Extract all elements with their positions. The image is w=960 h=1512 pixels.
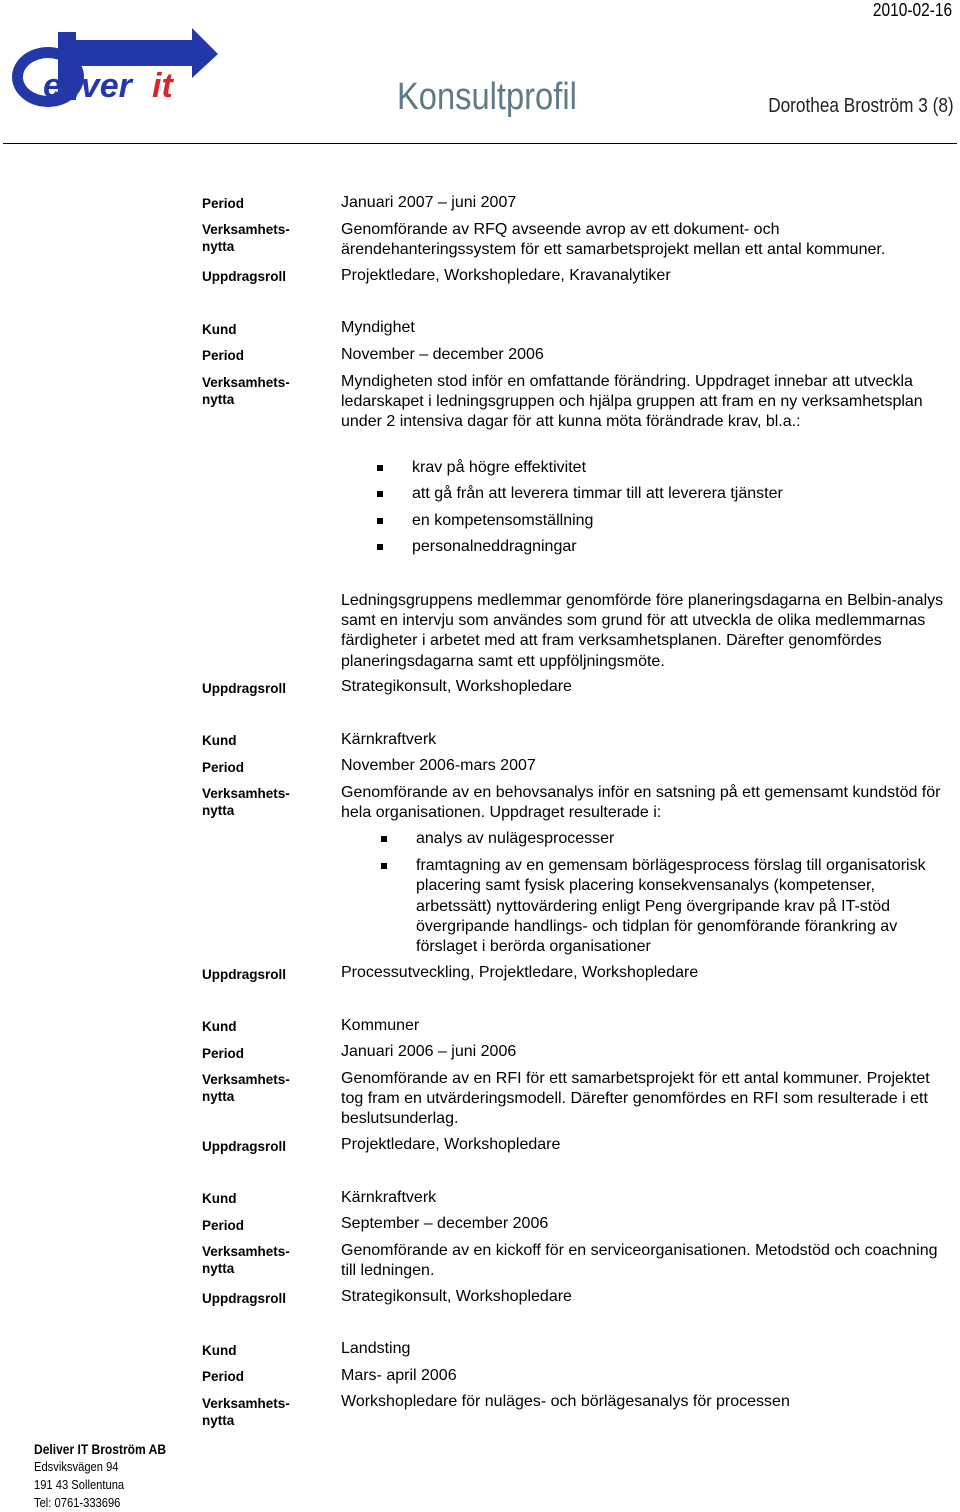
period-label: Period	[202, 348, 245, 363]
kund-value: Myndighet	[341, 319, 415, 336]
roll-value: Strategikonsult, Workshopledare	[341, 1288, 572, 1305]
period-label: Period	[202, 760, 245, 775]
bullet-list	[377, 458, 937, 563]
list-item: personalneddragningar	[377, 537, 937, 563]
list-item: en kompetensomställning	[377, 511, 937, 537]
street-address: Edsviksvägen 94	[34, 1459, 119, 1474]
period-value: Mars- april 2006	[341, 1367, 457, 1384]
list-item: framtagning av en gemensam börlägesprocess förslag till organisatorisk placering samt fysisk placering konsekvensanalys (kompetenser, arbetssätt) nyttovärdering enligt Peng övergripande krav på IT-stöd övergripande handlings- och tidplan för genomförande förankring av förslaget i berörda organisationer	[381, 856, 941, 957]
nytta-value: Genomförande av en kickoff för en serviceorganisationen. Metodstöd och coachning till ledningen.	[341, 1242, 938, 1280]
nytta-label: Verksamhets- nytta	[202, 375, 290, 407]
roll-value: Projektledare, Workshopledare	[341, 1136, 561, 1153]
bullet-square-icon	[377, 544, 383, 550]
phone-number: Tel: 0761-333696	[34, 1495, 121, 1510]
period-label: Period	[202, 1046, 245, 1061]
svg-text:it: it	[152, 67, 173, 105]
roll-value: Strategikonsult, Workshopledare	[341, 678, 572, 695]
nytta-value: Genomförande av RFQ avseende avrop av ett dokument- och ärendehanteringssystem för ett samarbetsprojekt mellan ett antal kommuner.	[341, 221, 886, 259]
period-value: Januari 2006 – juni 2006	[341, 1043, 517, 1060]
nytta-value: Genomförande av en RFI för ett samarbetsprojekt för ett antal kommuner. Projektet tog fram en utvärderingsmodell. Därefter genomfördes en RFI som resulterade i ett beslutsunderlag.	[341, 1070, 930, 1128]
list-item: att gå från att leverera timmar till att leverera tjänster	[377, 484, 937, 510]
kund-value: Kärnkraftverk	[341, 1189, 437, 1206]
header-divider	[3, 143, 957, 144]
kund-label: Kund	[202, 733, 237, 748]
period-value: November – december 2006	[341, 346, 544, 363]
company-name: Deliver IT Broström AB	[34, 1441, 167, 1457]
bullet-square-icon	[377, 518, 383, 524]
roll-label: Uppdragsroll	[202, 967, 287, 982]
kund-label: Kund	[202, 1191, 237, 1206]
roll-label: Uppdragsroll	[202, 1139, 287, 1154]
kund-label: Kund	[202, 1343, 237, 1358]
roll-label: Uppdragsroll	[202, 1291, 287, 1306]
svg-text:eliver: eliver	[43, 67, 132, 105]
document-date: 2010-02-16	[872, 0, 952, 20]
roll-value: Processutveckling, Projektledare, Workshopledare	[341, 964, 699, 981]
nytta-label: Verksamhets- nytta	[202, 1396, 290, 1428]
kund-value: Kommuner	[341, 1017, 420, 1034]
bullet-square-icon	[381, 836, 387, 842]
kund-value: Landsting	[341, 1340, 411, 1357]
kund-value: Kärnkraftverk	[341, 731, 437, 748]
period-label: Period	[202, 196, 245, 211]
period-value: November 2006-mars 2007	[341, 757, 536, 774]
bullet-square-icon	[377, 465, 383, 471]
nytta-value: Workshopledare för nuläges- och börlägesanalys för processen	[341, 1393, 790, 1410]
deliverit-logo-graphic	[6, 22, 220, 112]
nytta-label: Verksamhets- nytta	[202, 1244, 290, 1276]
deliverit-logo	[6, 22, 220, 112]
period-label: Period	[202, 1218, 245, 1233]
nytta-label: Verksamhets- nytta	[202, 222, 290, 254]
roll-label: Uppdragsroll	[202, 269, 287, 284]
bullet-list	[381, 829, 941, 964]
kund-label: Kund	[202, 322, 237, 337]
extra-description: Ledningsgruppens medlemmar genomförde före planeringsdagarna en Belbin-analys samt en intervju som användes som grund för att utveckla de olika medlemmarnas färdigheter i arbetet med att fram verksamhetsplanen. Därefter genomfördes planeringsdagarna samt ett uppföljningsmöte.	[341, 592, 944, 670]
bullet-square-icon	[377, 491, 383, 497]
kund-label: Kund	[202, 1019, 237, 1034]
postal-city: 191 43 Sollentuna	[34, 1477, 125, 1492]
roll-label: Uppdragsroll	[202, 681, 287, 696]
company-address	[34, 1440, 166, 1512]
roll-value: Projektledare, Workshopledare, Kravanalytiker	[341, 267, 671, 284]
owner-page-number: Dorothea Broström 3 (8)	[768, 95, 954, 117]
list-item: krav på högre effektivitet	[377, 458, 937, 484]
nytta-value: Myndigheten stod inför en omfattande förändring. Uppdraget innebar att utveckla ledarskapet i ledningsgruppen och hjälpa gruppen att fram en ny verksamhetsplan under 2 intensiva dagar för att kunna möta förändrade krav, bl.a.:	[341, 373, 923, 431]
page-title: Konsultprofil	[397, 76, 577, 118]
nytta-label: Verksamhets- nytta	[202, 786, 290, 818]
nytta-label: Verksamhets- nytta	[202, 1072, 290, 1104]
list-item: analys av nulägesprocesser	[381, 829, 941, 849]
period-label: Period	[202, 1369, 245, 1384]
bullet-square-icon	[381, 863, 387, 869]
period-value: Januari 2007 – juni 2007	[341, 194, 517, 211]
nytta-value: Genomförande av en behovsanalys inför en satsning på ett gemensamt kundstöd för hela organisationen. Uppdraget resulterade i:	[341, 784, 941, 822]
period-value: September – december 2006	[341, 1215, 549, 1232]
